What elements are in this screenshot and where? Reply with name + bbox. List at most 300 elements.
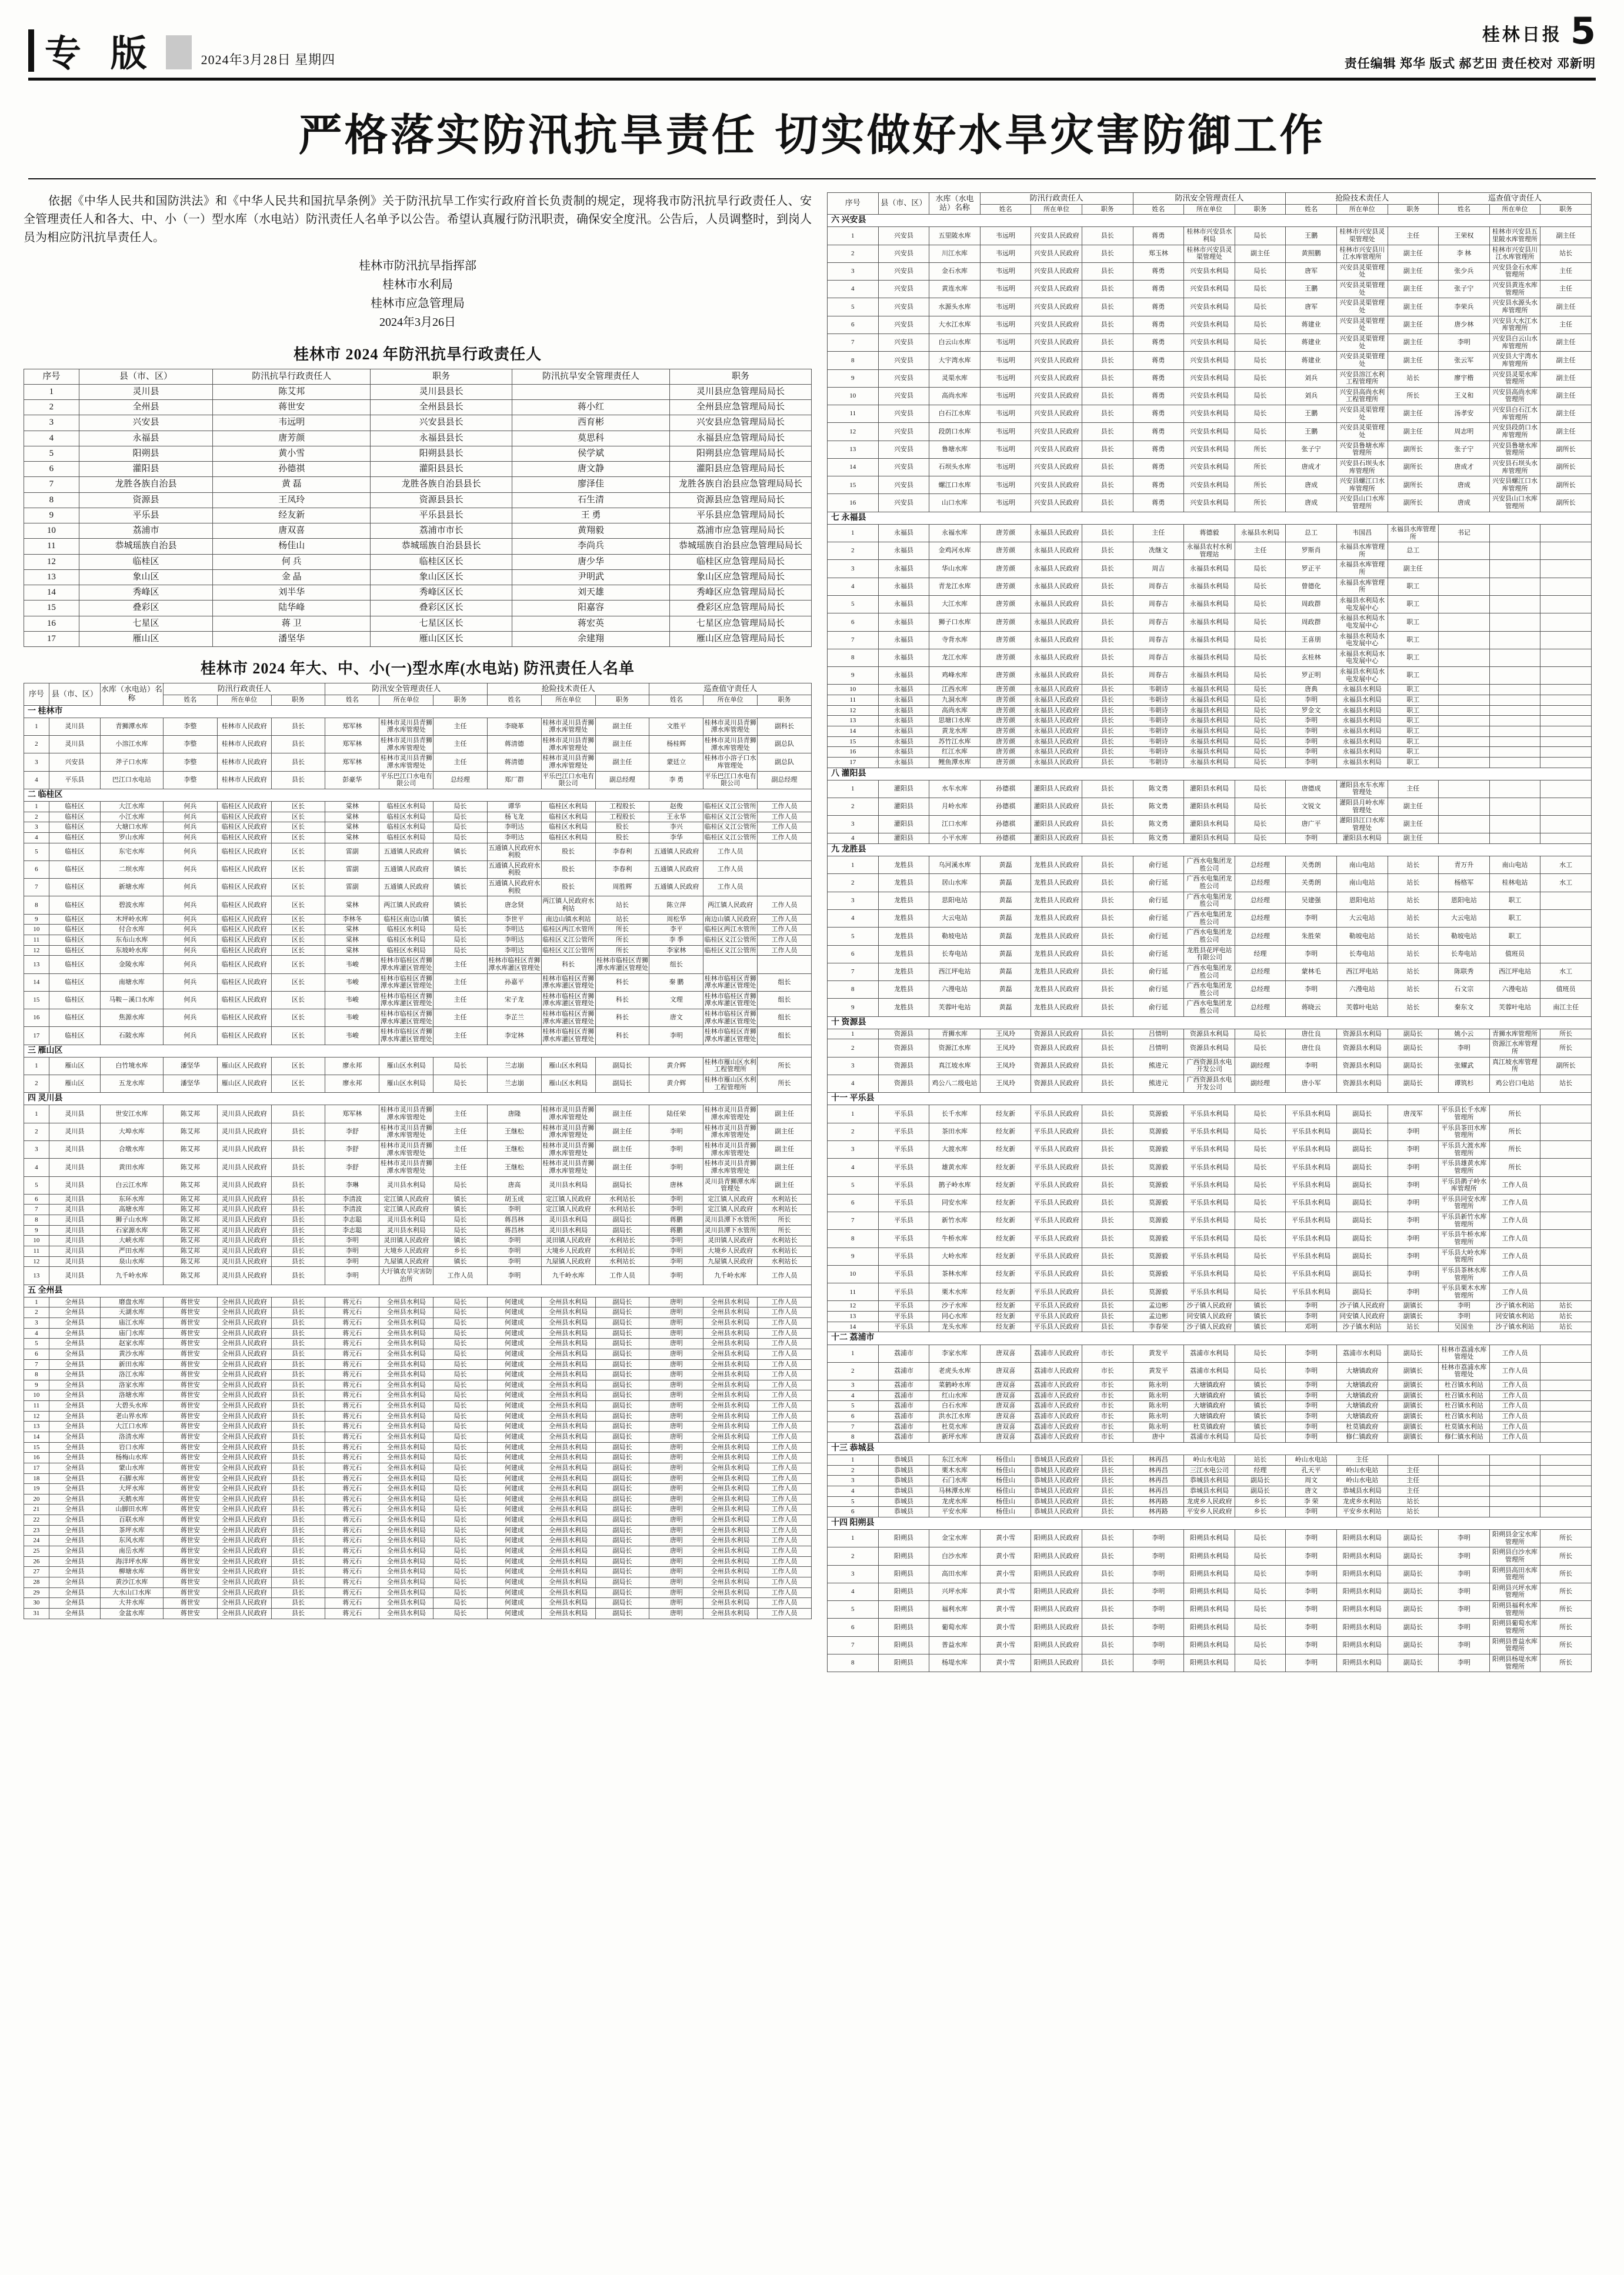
- table-cell: 蒋元石: [325, 1370, 379, 1380]
- table-cell: 大水山口水库: [100, 1587, 163, 1598]
- table-row: [24, 1473, 812, 1484]
- table-cell: 平乐县人民政府: [1031, 1159, 1082, 1176]
- table-cell: 平乐县水利局: [1286, 1283, 1337, 1301]
- table-cell: 莫源毅: [1133, 1283, 1184, 1301]
- table-row: [24, 1577, 812, 1587]
- table-cell: 七星区: [79, 616, 213, 631]
- table-cell: 荔浦市人民政府: [1031, 1411, 1082, 1422]
- table-row: [24, 1525, 812, 1536]
- table-cell: 兴安县水利局: [1184, 423, 1235, 441]
- table-cell: 宋子龙: [487, 991, 541, 1009]
- table-cell: 副镇长: [1388, 1301, 1439, 1312]
- table-cell: 工作人员: [703, 879, 758, 896]
- table-cell: 县长: [271, 1123, 325, 1140]
- table-cell: 南江主任: [1540, 999, 1592, 1016]
- table-cell: 兴安县大水江水库管理所: [1489, 316, 1540, 333]
- table-cell: [1439, 578, 1490, 595]
- table-cell: 兴安县水利局: [1184, 369, 1235, 387]
- table-cell: 灵川县: [49, 1246, 100, 1257]
- table2-sub-header: 姓名: [325, 695, 379, 706]
- table-cell: 副局长: [595, 1556, 649, 1567]
- table-cell: 区长: [271, 1027, 325, 1045]
- table-cell: 副镇长: [1388, 1362, 1439, 1380]
- table-cell: 牛桥水库: [929, 1230, 981, 1247]
- table-cell: [1540, 1159, 1592, 1176]
- table-cell: 县长: [1082, 798, 1133, 815]
- table-cell: 蒋元石: [325, 1556, 379, 1567]
- table-cell: 莫源毅: [1133, 1247, 1184, 1265]
- table-cell: 唐军: [1286, 298, 1337, 316]
- table-cell: 3: [828, 1057, 879, 1075]
- signoff-line: 桂林市防汛抗旱指挥部: [359, 259, 476, 272]
- table-cell: 灌阳县水利局: [1336, 833, 1388, 844]
- table-cell: 3: [828, 560, 879, 578]
- table-cell: 叠彩区区长: [371, 601, 512, 616]
- table-row: [828, 1636, 1592, 1654]
- table-cell: 韦峻: [325, 956, 379, 973]
- table-cell: 真江坡水库管理所: [1489, 1057, 1540, 1075]
- table-cell: 李明: [1133, 1583, 1184, 1600]
- table-cell: 17: [24, 1027, 49, 1045]
- table-cell: 荔浦市人民政府: [1031, 1432, 1082, 1443]
- table-cell: 县长: [1082, 1176, 1133, 1194]
- table-cell: 李明达: [487, 822, 541, 833]
- table-cell: 7: [828, 333, 879, 351]
- table-cell: 阳朔县水利局: [1336, 1529, 1388, 1547]
- table2-col-header: 防汛安全管理责任人: [325, 683, 487, 695]
- table-cell: 龙胜县人民政府: [1031, 963, 1082, 980]
- table-cell: 六漫电站: [1489, 981, 1540, 999]
- table-cell: 县长: [271, 1159, 325, 1176]
- table-cell: 蒋世安: [163, 1598, 217, 1609]
- table-cell: 荔浦市: [878, 1362, 929, 1380]
- table-cell: 全州县: [49, 1307, 100, 1318]
- table-row: [828, 1322, 1592, 1332]
- table-cell: 广西水电集团龙胜公司: [1184, 910, 1235, 928]
- table-cell: 鸡峰水库: [929, 667, 981, 685]
- table-cell: 何建成: [487, 1515, 541, 1526]
- table-cell: 何建成: [487, 1317, 541, 1328]
- table-cell: 全州县水利局: [703, 1359, 758, 1370]
- table-cell: 全州县水利局: [541, 1453, 595, 1463]
- table-cell: 临桂区: [49, 973, 100, 991]
- table-cell: 县长: [1082, 1565, 1133, 1583]
- table-cell: 1: [828, 1455, 879, 1466]
- table-cell: 兴安县灵渠管理处: [1336, 352, 1388, 369]
- table-cell: 主任: [433, 753, 488, 771]
- table-cell: 局长: [1235, 333, 1286, 351]
- table-cell: 全州县水利局: [541, 1390, 595, 1401]
- table-row: [24, 1567, 812, 1577]
- headline-divider: [28, 178, 1596, 179]
- table-cell: 县长: [271, 1370, 325, 1380]
- table-row: [828, 945, 1592, 963]
- table-cell: 李明: [1286, 945, 1337, 963]
- table-cell: 西育彬: [512, 415, 670, 431]
- table-cell: 局长: [1235, 1140, 1286, 1158]
- table-cell: 蒋世安: [163, 1484, 217, 1495]
- table-cell: 3: [24, 1317, 49, 1328]
- table-cell: 蒋昌林: [487, 1215, 541, 1226]
- table-cell: 罗山水库: [100, 832, 163, 843]
- table-row: [828, 494, 1592, 512]
- table-cell: 平乐县: [878, 1140, 929, 1158]
- table-cell: 林再路: [1133, 1507, 1184, 1517]
- table-cell: 局长: [1235, 1345, 1286, 1362]
- table-cell: 恭城县人民政府: [1031, 1486, 1082, 1496]
- table-cell: 27: [24, 1567, 49, 1577]
- table-cell: 全州县人民政府: [217, 1380, 271, 1390]
- table-cell: [1540, 816, 1592, 833]
- table-cell: 孙德祺: [980, 780, 1031, 798]
- table-cell: 副局长: [1235, 1476, 1286, 1486]
- table-cell: 3: [24, 415, 79, 431]
- table-cell: 莫源毅: [1133, 1212, 1184, 1230]
- table-cell: 所长: [595, 945, 649, 956]
- table-cell: 县长: [271, 1567, 325, 1577]
- table-cell: 站长: [1388, 945, 1439, 963]
- table-cell: 阳朔县水利局: [1336, 1565, 1388, 1583]
- table-row: [828, 999, 1592, 1016]
- table-cell: 县长: [271, 1401, 325, 1412]
- table-cell: 县长: [1082, 757, 1133, 768]
- table-cell: 临桂区人民政府: [217, 843, 271, 860]
- table-cell: 6: [24, 1194, 49, 1205]
- table-cell: 王喜朋: [1286, 631, 1337, 649]
- table-cell: 唐双喜: [980, 1390, 1031, 1401]
- table-cell: 副局长: [595, 1567, 649, 1577]
- table-cell: 雁山区水利局: [379, 1057, 433, 1075]
- table-cell: 主任: [1540, 281, 1592, 298]
- table-cell: 临桂区人民政府: [217, 832, 271, 843]
- table-cell: 龙胜县: [878, 928, 929, 945]
- table-cell: 大塘镇政府: [1336, 1411, 1388, 1422]
- table-cell: 洛家水库: [100, 1380, 163, 1390]
- table-cell: 兴安县黄连水库管理所: [1489, 281, 1540, 298]
- table-cell: 5: [24, 843, 49, 860]
- table-cell: 副主任: [1540, 352, 1592, 369]
- table-cell: 李林冬: [325, 914, 379, 925]
- table-cell: 九千岭水库: [703, 1267, 758, 1285]
- table-cell: 乡长: [433, 1246, 488, 1257]
- table2-sub-header: 职务: [1082, 204, 1133, 215]
- table-cell: 黄小雪: [980, 1583, 1031, 1600]
- section-label: 九 龙胜县: [828, 844, 1592, 856]
- table-cell: 副所长: [1540, 476, 1592, 494]
- table-cell: 桂林市灵川县青狮潭水库管理处: [379, 1140, 433, 1158]
- table-cell: 平乐县水利局: [1286, 1247, 1337, 1265]
- table-cell: 县长: [271, 1225, 325, 1236]
- table-cell: 股长: [541, 843, 595, 860]
- table-cell: 工作人员: [758, 1317, 812, 1328]
- table-cell: 副局长: [1388, 1654, 1439, 1672]
- table-cell: 10: [828, 387, 879, 405]
- table-cell: 永福县人民政府: [1031, 595, 1082, 613]
- table-cell: 桂林市临桂区青狮潭水库灌区管理处: [541, 1009, 595, 1027]
- table-cell: [1489, 667, 1540, 685]
- table-cell: 8: [828, 1432, 879, 1443]
- table-cell: 工作人员: [758, 832, 812, 843]
- table-cell: 2: [828, 1465, 879, 1476]
- table-cell: [1540, 1411, 1592, 1422]
- table-cell: 李明: [325, 1246, 379, 1257]
- table-cell: 职工: [1388, 649, 1439, 666]
- table-cell: 县长: [1082, 1283, 1133, 1301]
- table-cell: 碧波水库: [100, 896, 163, 914]
- table-cell: 29: [24, 1587, 49, 1598]
- table-cell: 副局长: [595, 1328, 649, 1339]
- table-cell: 唐明: [649, 1598, 703, 1609]
- table-cell: 何兵: [163, 812, 217, 822]
- table-cell: 9: [24, 508, 79, 523]
- table-cell: [1540, 524, 1592, 542]
- table-cell: 副主任: [1388, 298, 1439, 316]
- table-cell: 资源县应急管理局局长: [669, 492, 811, 508]
- table-cell: 总经理: [1235, 999, 1286, 1016]
- table-cell: [1540, 1283, 1592, 1301]
- table-cell: 李明: [1286, 910, 1337, 928]
- table-cell: 李 林: [1439, 245, 1490, 262]
- table-cell: 蒋元石: [325, 1339, 379, 1349]
- table-cell: 蒋元石: [325, 1380, 379, 1390]
- table-cell: 镇长: [433, 1194, 488, 1205]
- table-cell: 工作人员: [1489, 1230, 1540, 1247]
- table-cell: 2: [828, 1039, 879, 1057]
- table-cell: 局长: [1235, 227, 1286, 245]
- table-cell: 全州县水利局: [703, 1339, 758, 1349]
- table-cell: 总经理: [433, 771, 488, 789]
- table-cell: [512, 384, 670, 399]
- table-cell: 李明: [1133, 1654, 1184, 1672]
- table-cell: 所长: [1540, 1547, 1592, 1565]
- table-row: [24, 935, 812, 945]
- table-cell: 何兵: [163, 956, 217, 973]
- table-cell: 平乐县水利局: [1184, 1105, 1235, 1123]
- table-cell: 桂林市灵川县青狮潭水库管理处: [541, 1159, 595, 1176]
- table-cell: 6: [828, 1507, 879, 1517]
- table-cell: 局长: [433, 1401, 488, 1412]
- table-cell: 县长: [1082, 736, 1133, 747]
- table-cell: 雷副: [325, 860, 379, 878]
- table-cell: 阳朔县水利局: [1184, 1583, 1235, 1600]
- table-cell: 经友新: [980, 1312, 1031, 1322]
- table-cell: 唐明: [649, 1411, 703, 1422]
- table-cell: 雁山区水利局: [541, 1075, 595, 1093]
- table-cell: 全州县水利局: [541, 1380, 595, 1390]
- table-cell: 副主任: [758, 1140, 812, 1158]
- table-cell: 新坪水库: [929, 1432, 981, 1443]
- table-cell: 莫源毅: [1133, 1230, 1184, 1247]
- table-cell: 副主任: [1388, 560, 1439, 578]
- table-row: [24, 1225, 812, 1236]
- table-cell: 兴安县: [878, 494, 929, 512]
- table-cell: 石脚水库: [100, 1473, 163, 1484]
- table-cell: 吴建强: [1286, 892, 1337, 909]
- table-cell: 桂林市临桂区青狮潭水库灌区管理处: [487, 956, 541, 973]
- table-cell: 7: [828, 631, 879, 649]
- table-cell: 林再昌: [1133, 1465, 1184, 1476]
- table-cell: 县长: [271, 1194, 325, 1205]
- signoff-line: 桂林市应急管理局: [371, 296, 465, 310]
- table-row: [24, 1494, 812, 1505]
- table-cell: 全州县水利局: [703, 1505, 758, 1515]
- table-cell: 大埠水库: [100, 1123, 163, 1140]
- table-cell: 阳朔县人民政府: [1031, 1547, 1082, 1565]
- table-cell: 全州县: [49, 1546, 100, 1557]
- page-number: 5: [1570, 9, 1596, 52]
- table-cell: 局长: [433, 1297, 488, 1307]
- table-cell: [1540, 631, 1592, 649]
- table-row: [828, 736, 1592, 747]
- table-cell: 杜召镇水利站: [1439, 1390, 1490, 1401]
- table-cell: 阳朔县: [878, 1601, 929, 1619]
- table-cell: [1439, 631, 1490, 649]
- table-cell: 李明: [487, 1205, 541, 1215]
- table-cell: 局长: [1235, 747, 1286, 758]
- table-cell: 蒋世安: [163, 1608, 217, 1619]
- table-row: [828, 667, 1592, 685]
- table-cell: 所长: [1489, 1140, 1540, 1158]
- table-cell: 李志聪: [325, 1225, 379, 1236]
- table-cell: 荔浦市: [878, 1432, 929, 1443]
- table-cell: 李明: [649, 1236, 703, 1246]
- table-cell: 兴安县人民政府: [1031, 227, 1082, 245]
- table-cell: 兴安县人民政府: [1031, 494, 1082, 512]
- table-cell: [1540, 1176, 1592, 1194]
- paper-name: 桂林日报: [1482, 24, 1562, 45]
- table-cell: 经友新: [980, 1322, 1031, 1332]
- table-row: [24, 400, 812, 415]
- table-cell: 何建成: [487, 1556, 541, 1567]
- signoff-line: 2024年3月26日: [379, 315, 456, 329]
- table-cell: 大峡水库: [100, 1236, 163, 1246]
- table-cell: 何建成: [487, 1473, 541, 1484]
- table-cell: 陈艾邦: [163, 1140, 217, 1158]
- table-cell: 周松华: [649, 914, 703, 925]
- table2-sub-header: 所在单位: [1336, 204, 1388, 215]
- table-row: [828, 1401, 1592, 1412]
- table-cell: 灵川县人民政府: [217, 1256, 271, 1267]
- table-cell: 全州县水利局: [541, 1484, 595, 1495]
- table-cell: 永福县水利局: [1336, 685, 1388, 695]
- table-cell: 工作人员: [758, 1484, 812, 1495]
- table-cell: 唐明: [649, 1484, 703, 1495]
- table-cell: 王鹏: [1286, 405, 1337, 423]
- table-cell: 全州县水利局: [379, 1317, 433, 1328]
- table-cell: 副科长: [758, 718, 812, 735]
- table-cell: 蒙廷立: [649, 753, 703, 771]
- table-cell: 县长: [1082, 667, 1133, 685]
- table-cell: 县长: [1082, 1301, 1133, 1312]
- table-cell: 白竹境水库: [100, 1057, 163, 1075]
- table-cell: 杜莫镇政府: [1336, 1422, 1388, 1432]
- table-cell: 临桂区: [49, 1027, 100, 1045]
- table-cell: [1439, 1496, 1490, 1507]
- table-cell: 局长: [433, 1567, 488, 1577]
- table-cell: 主任: [1388, 1465, 1439, 1476]
- table-cell: 副局长: [595, 1349, 649, 1359]
- table-cell: 何兵: [163, 1009, 217, 1027]
- table-row: [828, 1194, 1592, 1212]
- table-cell: 县长: [271, 1546, 325, 1557]
- table-cell: 经友新: [980, 1265, 1031, 1283]
- table-cell: 区长: [271, 843, 325, 860]
- table-cell: 6: [828, 1619, 879, 1636]
- table-cell: 经友新: [980, 1140, 1031, 1158]
- table-cell: 唐芳颜: [980, 578, 1031, 595]
- table-cell: 黄磊: [980, 981, 1031, 999]
- table-cell: 荔浦市: [878, 1422, 929, 1432]
- table-cell: 副局长: [595, 1463, 649, 1473]
- table-row: [24, 771, 812, 789]
- table-cell: 恭城瑶族自治县县长: [371, 539, 512, 554]
- table-cell: 山口水库: [929, 494, 981, 512]
- table-cell: 高尚水库: [929, 387, 981, 405]
- table-cell: 叠彩区: [79, 601, 213, 616]
- table-cell: 永福县人民政府: [1031, 726, 1082, 736]
- table-cell: 蒋世安: [163, 1463, 217, 1473]
- table-cell: 莫源毅: [1133, 1105, 1184, 1123]
- table-cell: 棠林: [325, 925, 379, 935]
- table-cell: 全州县人民政府: [217, 1505, 271, 1515]
- table-cell: 1: [24, 384, 79, 399]
- table-cell: 莫思科: [512, 431, 670, 446]
- table-cell: [1540, 1476, 1592, 1486]
- table-cell: [758, 879, 812, 896]
- table-cell: 周胜辉: [595, 879, 649, 896]
- table-cell: 唐成: [1286, 494, 1337, 512]
- table-cell: 全州县水利局: [703, 1473, 758, 1484]
- table-cell: 廖永邦: [325, 1075, 379, 1093]
- table-cell: 全州县: [49, 1328, 100, 1339]
- table-cell: 岭山水电站: [1336, 1476, 1388, 1486]
- table-cell: [1540, 726, 1592, 736]
- table-cell: [1540, 595, 1592, 613]
- table-cell: 灵川县: [49, 1105, 100, 1123]
- table-cell: 局长: [1235, 1247, 1286, 1265]
- table-cell: 蒋元石: [325, 1297, 379, 1307]
- table-row: [24, 945, 812, 956]
- table-cell: 16: [24, 1009, 49, 1027]
- table-cell: 李明: [1286, 1619, 1337, 1636]
- table-cell: 阳朔县: [878, 1529, 929, 1547]
- table-cell: [1439, 816, 1490, 833]
- table-row: [828, 798, 1592, 815]
- table-cell: 市长: [1082, 1432, 1133, 1443]
- table-cell: 桂林市灵川县青狮潭水库管理处: [541, 1123, 595, 1140]
- table-cell: 蒋世安: [163, 1494, 217, 1505]
- table-cell: 茶坪水库: [100, 1525, 163, 1536]
- section-label: 十四 阳朔县: [828, 1517, 1592, 1529]
- table-cell: 蒋勇: [1133, 494, 1184, 512]
- table-cell: 韦国昌: [1336, 524, 1388, 542]
- table-cell: [1489, 649, 1540, 666]
- paper-logo-wrap: [1345, 9, 1596, 52]
- table-cell: 雄黄水库: [929, 1159, 981, 1176]
- table-cell: 4: [24, 1159, 49, 1176]
- table-row: [24, 1194, 812, 1205]
- table-cell: 主任: [1388, 1486, 1439, 1496]
- table-cell: 2: [828, 1547, 879, 1565]
- table-cell: [1489, 757, 1540, 768]
- table-cell: 平乐县人民政府: [1031, 1105, 1082, 1123]
- table-row: [828, 281, 1592, 298]
- table-cell: 永福县农村水利管理站: [1184, 542, 1235, 560]
- table-cell: 值班员: [1489, 945, 1540, 963]
- table-cell: 临桂区人民政府: [217, 956, 271, 973]
- table-cell: 芙蓉叶电站: [1336, 999, 1388, 1016]
- table-cell: 李晓革: [487, 718, 541, 735]
